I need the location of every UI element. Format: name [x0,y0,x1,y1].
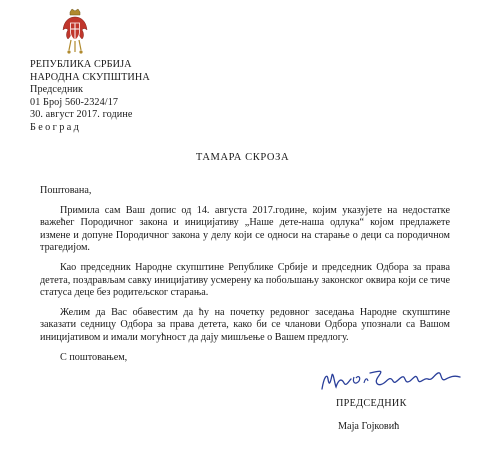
reference-number: 01 Број 560-2324/17 [30,96,119,108]
institution-line-2: НАРОДНА СКУПШТИНА [30,71,150,83]
letter-paragraph-2: Као председник Народне скупштине Републике Србије и председник Одбора за права детета, поздрављам савку иницијативу усмерену ка побољшању законског оквира који се тиче статуса деце без родитељског старања. [40,261,450,299]
letter-body [40,185,450,364]
signatory-name: Маја Гојковић [338,421,400,432]
recipient-name: ТАМАРА СКРОЗА [195,152,290,163]
signature-title: ПРЕДСЕДНИК [336,398,407,409]
letter-paragraph-1: Примила сам Ваш допис од 14. августа 2017.године, којим указујете на недостатке важећег Породичног закона и иницијативу „Наше дете-наша одлука“ којом предлажете измене и допуне Породичног закона у делу који се односи на старање о деци са породичном трагедијом. [40,204,450,254]
office-title: Председник [30,84,84,96]
letter-city: Београд [30,121,82,133]
institution-line-1: РЕПУБЛИКА СРБИЈА [30,59,132,70]
handwritten-signature [318,363,468,397]
letter-closing: С поштовањем, [60,351,128,363]
letter-paragraph-3: Желим да Вас обавестим да ћу на почетку редовног заседања Народне скупштине заказати седницу Одбора за права детета, како би се чланови Одбора упознали са Вашом иницијативом и имали могућност да дају мишљење о Вашем предлогу. [40,306,450,343]
letter-date: 30. август 2017. године [30,109,133,121]
letter-greeting: Поштована, [40,185,92,196]
serbian-coat-of-arms-icon [62,8,88,56]
letterhead [30,59,150,135]
